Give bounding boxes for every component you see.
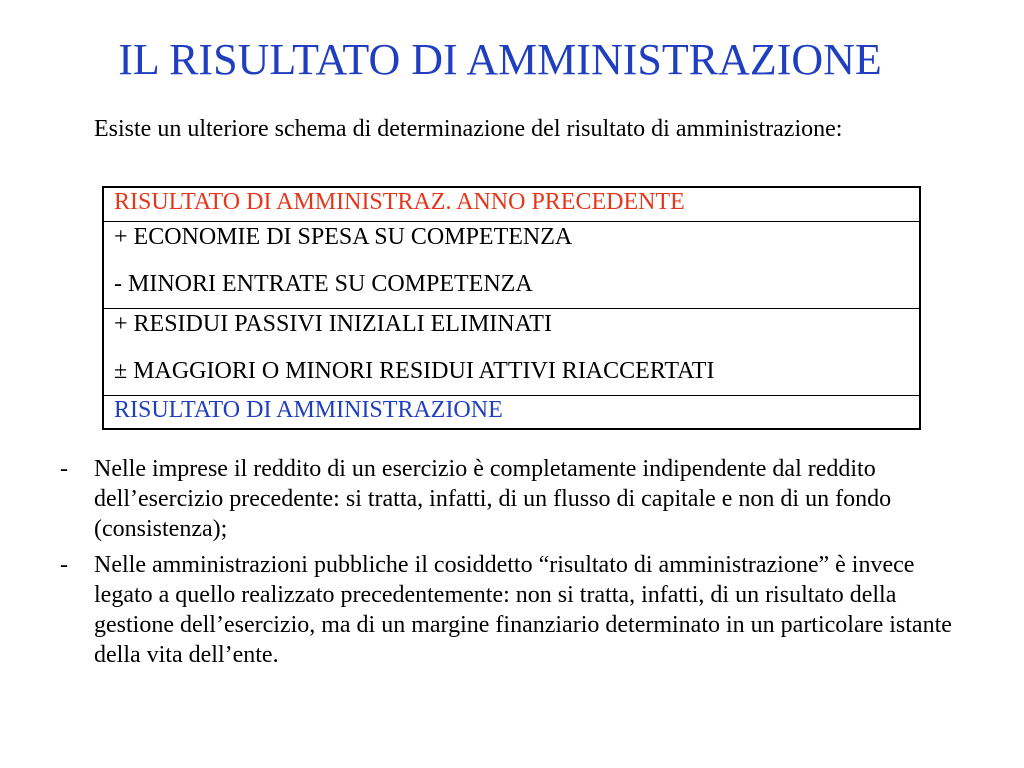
final-result-row	[104, 395, 919, 428]
final-result-label: RISULTATO DI AMMINISTRAZIONE	[114, 397, 503, 423]
bullet-dash: -	[60, 456, 68, 482]
residues-row	[104, 308, 919, 395]
previous-result-row	[104, 188, 919, 221]
previous-result-label: RISULTATO DI AMMINISTRAZ. ANNO PRECEDENTE	[114, 189, 685, 215]
competence-row	[104, 221, 919, 308]
bullet-text: Nelle imprese il reddito di un esercizio è completamente indipendente dal reddito dell’esercizio precedente: si tratta, infatti, di un flusso di capitale e non di un fondo (consistenza);	[94, 456, 892, 542]
slide-title: IL RISULTATO DI AMMINISTRAZIONE	[118, 35, 882, 84]
savings-expense-label: + ECONOMIE DI SPESA SU COMPETENZA	[114, 224, 573, 250]
bullet-dash: -	[60, 552, 68, 578]
list-item	[60, 550, 965, 670]
lower-revenue-label: - MINORI ENTRATE SU COMPETENZA	[114, 271, 533, 297]
result-scheme-table	[102, 186, 921, 430]
bullet-list	[60, 454, 965, 676]
passive-residues-label: + RESIDUI PASSIVI INIZIALI ELIMINATI	[114, 311, 552, 337]
list-item	[60, 454, 965, 544]
active-residues-label: ± MAGGIORI O MINORI RESIDUI ATTIVI RIACCERTATI	[114, 358, 715, 384]
intro-text: Esiste un ulteriore schema di determinazione del risultato di amministrazione:	[94, 116, 843, 142]
bullet-text: Nelle amministrazioni pubbliche il cosiddetto “risultato di amministrazione” è invece legato a quello realizzato precedentemente: non si tratta, infatti, di un risultato della gestione dell’esercizio, ma di un margine finanziario determinato in un particolare istante della vita dell’ente.	[94, 552, 952, 668]
